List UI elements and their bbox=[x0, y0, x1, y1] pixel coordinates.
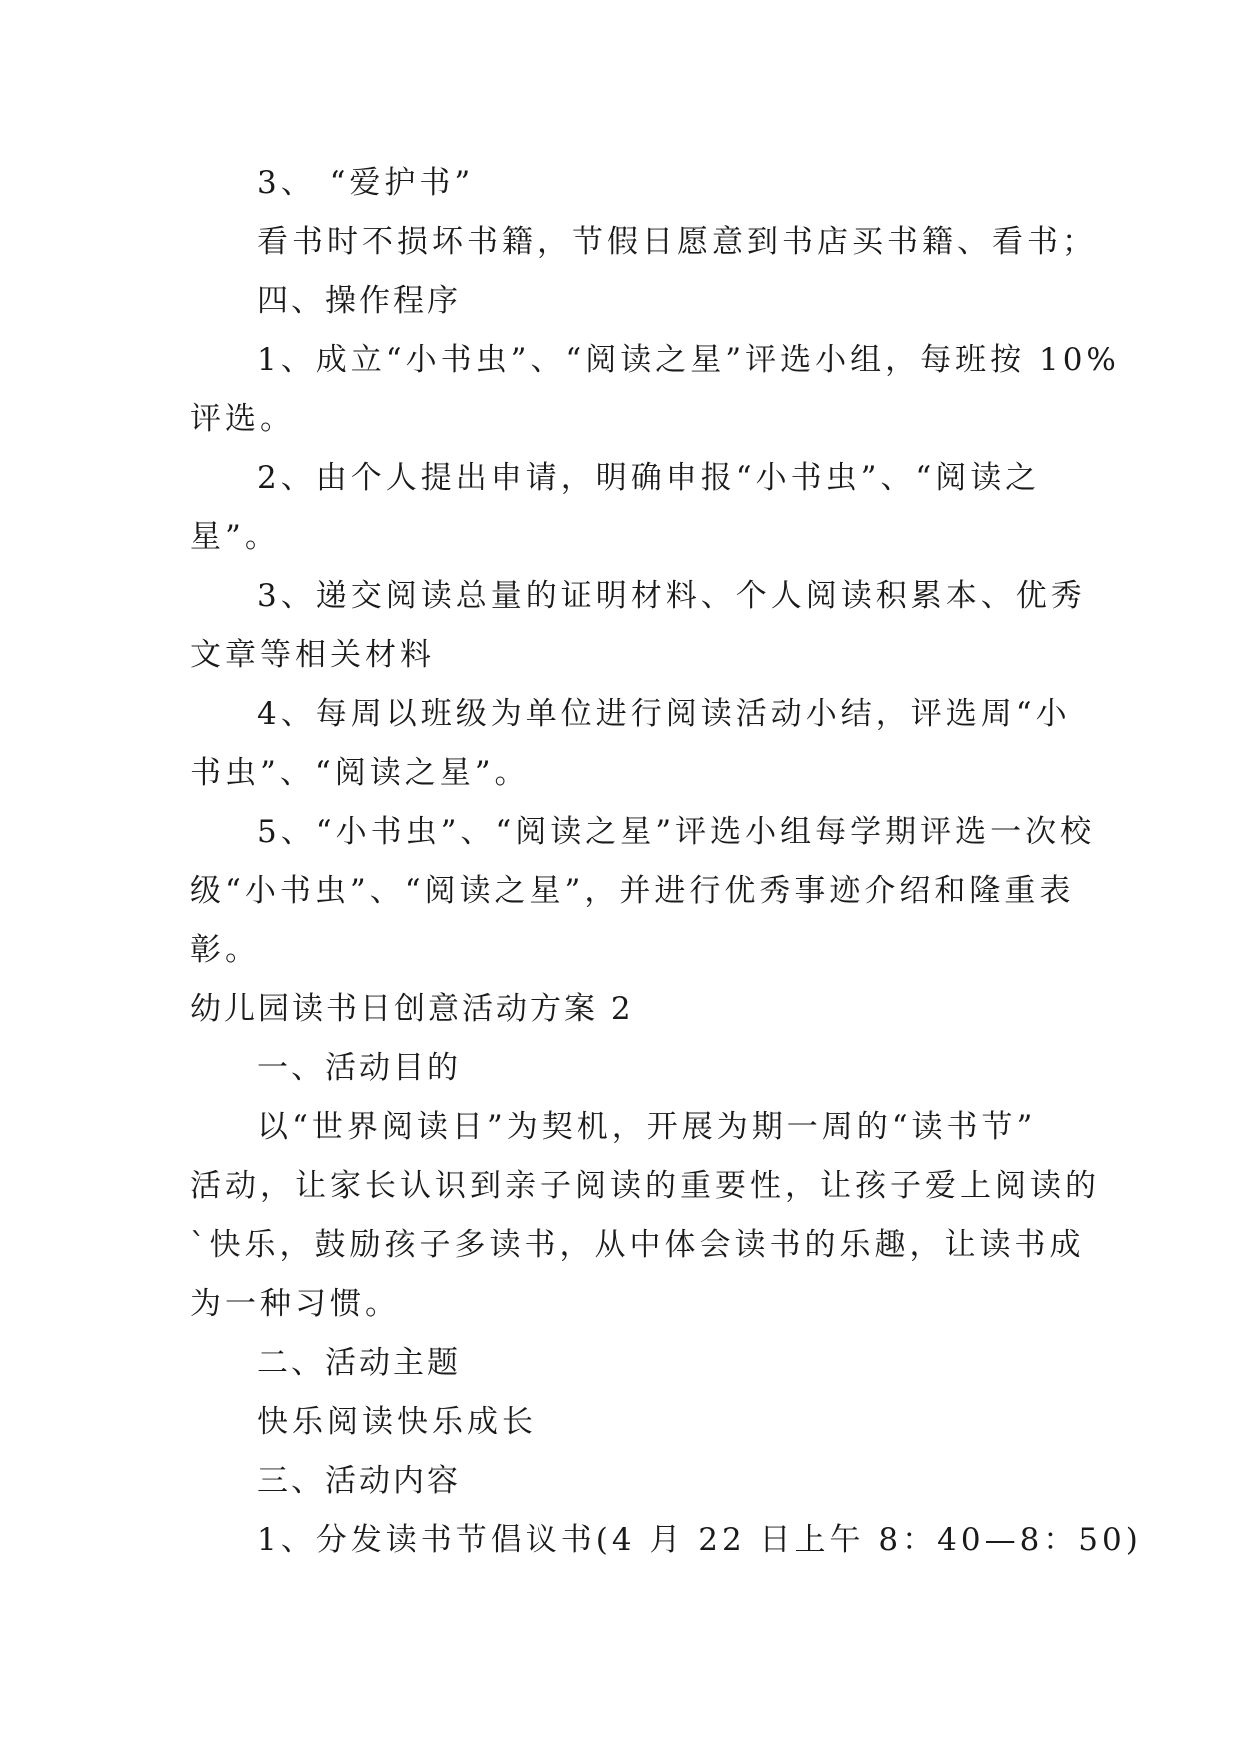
list-item-line: 星”。 bbox=[190, 519, 280, 555]
document-title: 幼儿园读书日创意活动方案 2 bbox=[190, 991, 634, 1027]
list-item-line: 2、由个人提出申请，明确申报“小书虫”、“阅读之 bbox=[257, 460, 1041, 496]
section-heading: 二、活动主题 bbox=[257, 1345, 461, 1381]
section-heading: 四、操作程序 bbox=[257, 283, 461, 319]
list-item-line: 3、递交阅读总量的证明材料、个人阅读积累本、优秀 bbox=[257, 578, 1086, 614]
list-item-line: 1、分发读书节倡议书(4 月 22 日上午 8：40—8：50) bbox=[257, 1522, 1142, 1558]
list-item-line: 4、每周以班级为单位进行阅读活动小结，评选周“小 bbox=[257, 696, 1071, 732]
list-item-line: 级“小书虫”、“阅读之星”，并进行优秀事迹介绍和隆重表 bbox=[190, 873, 1075, 909]
list-item-care-books: 3、 “爱护书” bbox=[257, 165, 475, 201]
list-item-line: 彰。 bbox=[190, 932, 260, 968]
section-heading: 三、活动内容 bbox=[257, 1463, 461, 1499]
paragraph-text: 快乐阅读快乐成长 bbox=[257, 1404, 537, 1440]
paragraph-line: 以“世界阅读日”为契机，开展为期一周的“读书节” bbox=[257, 1109, 1037, 1145]
list-item-line: 评选。 bbox=[190, 401, 295, 437]
section-heading: 一、活动目的 bbox=[257, 1050, 461, 1086]
list-item-line: 文章等相关材料 bbox=[190, 637, 435, 673]
list-item-line: 5、“小书虫”、“阅读之星”评选小组每学期评选一次校 bbox=[257, 814, 1096, 850]
paragraph-line: 为一种习惯。 bbox=[190, 1286, 400, 1322]
list-item-line: 1、成立“小书虫”、“阅读之星”评选小组，每班按 10% bbox=[257, 342, 1120, 378]
paragraph-line: 活动，让家长认识到亲子阅读的重要性，让孩子爱上阅读的 bbox=[190, 1168, 1100, 1204]
paragraph-text: 看书时不损坏书籍，节假日愿意到书店买书籍、看书； bbox=[257, 224, 1097, 260]
paragraph-line: `快乐，鼓励孩子多读书，从中体会读书的乐趣，让读书成 bbox=[190, 1227, 1085, 1263]
list-item-line: 书虫”、“阅读之星”。 bbox=[190, 755, 530, 791]
